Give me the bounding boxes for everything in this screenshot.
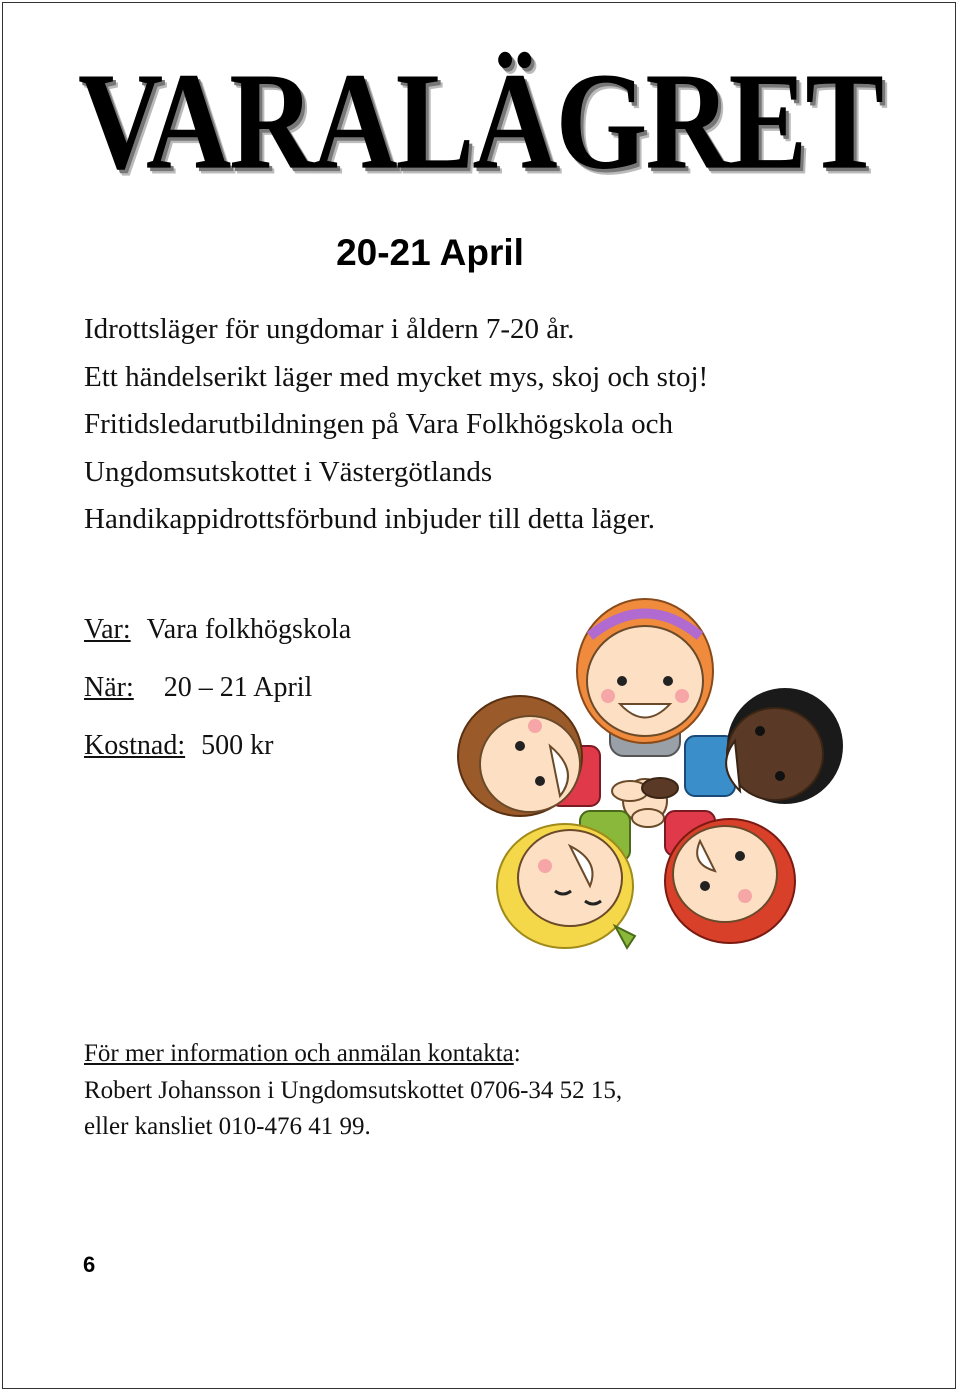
intro-text bbox=[84, 306, 904, 544]
contact-block bbox=[84, 1036, 904, 1146]
cost-label: Kostnad: bbox=[84, 730, 186, 761]
child-right bbox=[685, 688, 843, 804]
where-label: Var: bbox=[84, 614, 131, 645]
intro-line: Fritidsledarutbildningen på Vara Folkhögskola och bbox=[84, 408, 674, 440]
contact-line: Robert Johansson i Ungdomsutskottet 0706-34 52 15, bbox=[84, 1076, 623, 1104]
child-left bbox=[458, 696, 600, 816]
cost-row bbox=[84, 730, 273, 762]
where-row bbox=[84, 614, 351, 646]
cost-value: 500 kr bbox=[201, 730, 274, 761]
children-circle-illustration bbox=[440, 596, 850, 966]
when-row bbox=[84, 672, 312, 704]
contact-heading: För mer information och anmälan kontakta bbox=[84, 1040, 514, 1067]
when-value: 20 – 21 April bbox=[163, 672, 313, 703]
contact-heading-suffix: : bbox=[513, 1040, 521, 1067]
page-number: 6 bbox=[83, 1252, 96, 1277]
child-bottom-right bbox=[665, 811, 795, 943]
intro-line: Ett händelserikt läger med mycket mys, skoj och stoj! bbox=[84, 360, 709, 393]
child-top bbox=[577, 599, 713, 756]
event-date: 20-21 April bbox=[336, 232, 524, 273]
child-bottom-left bbox=[497, 811, 635, 948]
intro-line: Handikappidrottsförbund inbjuder till detta läger. bbox=[84, 503, 656, 535]
when-label: När: bbox=[84, 672, 134, 703]
intro-line: Idrottsläger för ungdomar i åldern 7-20 år. bbox=[84, 313, 575, 345]
intro-line: Ungdomsutskottet i Västergötlands bbox=[84, 455, 493, 488]
where-value: Vara folkhögskola bbox=[146, 614, 352, 645]
contact-line: eller kansliet 010-476 41 99. bbox=[84, 1113, 371, 1140]
page-title: VARALÄGRET bbox=[78, 43, 882, 199]
